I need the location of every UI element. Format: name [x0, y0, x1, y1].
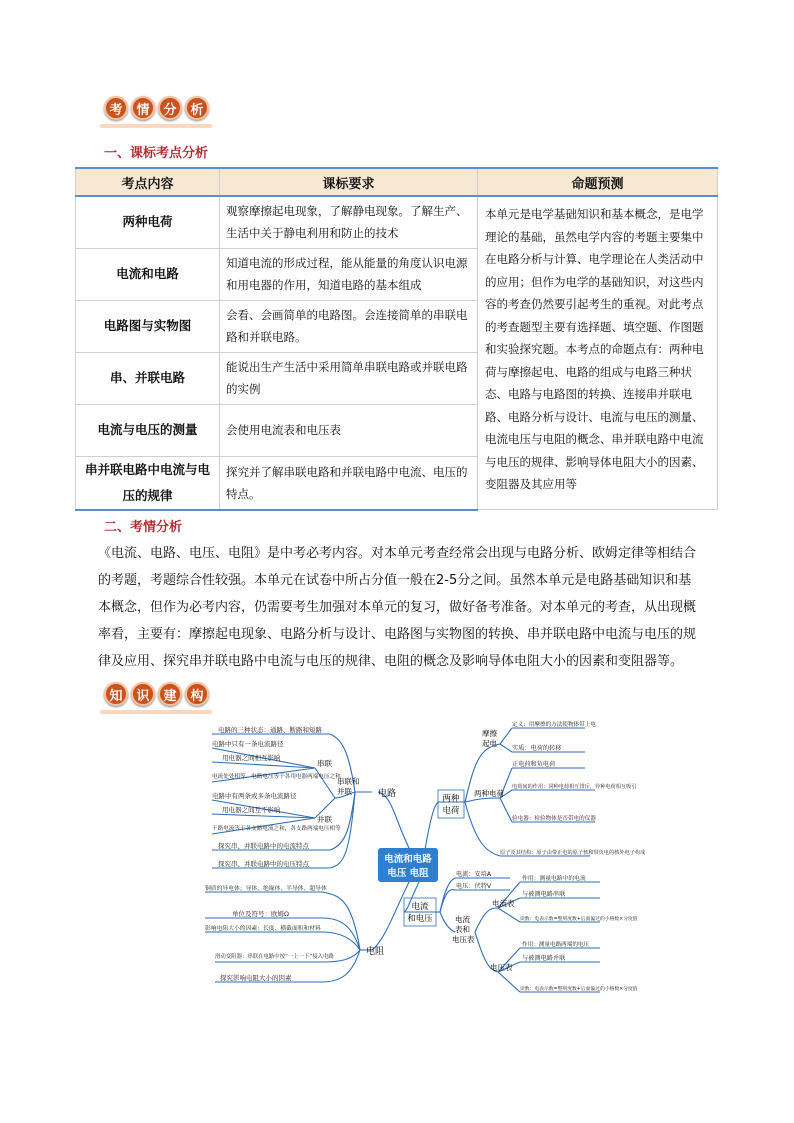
mindmap-leaf: 电压：伏特V [456, 883, 492, 890]
mindmap-leaf: 与被测电路串联 [522, 891, 566, 898]
mindmap-leaf: 电流：安培A [456, 871, 492, 878]
mindmap-node-friction-2: 起电 [482, 739, 497, 748]
table-topic: 串并联电路中电流与电压的规律 [76, 456, 220, 510]
mindmap-leaf: 铜质的导电体；导体、绝缘体、半导体、超导体 [205, 886, 327, 892]
mindmap-node-meters-3: 电压表 [452, 935, 475, 944]
mindmap-leaf: 探究串、并联电路中的电流特点 [218, 842, 309, 850]
mindmap-leaf: 用电器之间互不影响 [222, 806, 281, 814]
mindmap-center-line2: 电压 电阻 [387, 868, 429, 879]
table-topic: 电路图与实物图 [76, 300, 220, 352]
badge-char: 分 [158, 96, 182, 120]
mindmap-node-resistance: 电阻 [366, 947, 385, 957]
badge-char: 建 [158, 682, 182, 706]
mindmap-node-series: 串联 [317, 759, 332, 768]
table-requirement: 会使用电流表和电压表 [220, 404, 478, 456]
mindmap-node-cv-2: 和电压 [407, 914, 433, 924]
mindmap-node-ammeter: 电流表 [492, 899, 515, 908]
table-topic: 串、并联电路 [76, 352, 220, 404]
table-header: 考点内容 [76, 168, 220, 196]
mindmap-node-charges-1: 两种 [442, 794, 460, 804]
mindmap-node-charges-2: 电荷 [442, 806, 460, 816]
badge-char: 构 [185, 682, 209, 706]
mindmap-leaf: 探究影响电阻大小的因素 [220, 974, 292, 982]
mindmap-leaf: 读数：电表示数=整刻度数+后面偏过的小格数×分度值 [520, 987, 638, 992]
mindmap-leaf: 电荷间的作用：同种电荷相互排斥，异种电荷相互吸引 [512, 784, 637, 790]
table-requirement: 能说出生产生活中采用简单串联电路或并联电路的实例 [220, 352, 478, 404]
table-topic: 电流和电路 [76, 248, 220, 300]
mindmap-node-voltmeter: 电压表 [490, 963, 513, 972]
mindmap-leaf: 电流处处相等、电路电压等于各用电器两端电压之和 [212, 774, 341, 780]
mindmap-node-meters-2: 表和 [455, 925, 470, 934]
badge-char: 考 [104, 96, 128, 120]
mindmap-leaf: 正电荷和负电荷 [512, 761, 556, 768]
badge-char: 情 [131, 96, 155, 120]
table-topic: 两种电荷 [76, 196, 220, 248]
table-prediction: 本单元是电学基础知识和基本概念，是电学理论的基础，虽然电学内容的考题主要集中在电路分析与计算、电学理论在人类活动中的应用；但作为电学的基础知识，对这些内容的考查仍然要引起考生的重视。对此考点的考查题型主要有选择题、填空题、作图题和实验探究题。本考点的命题点有：两种电荷与摩擦起电、电路的组成与电路三种状态、电路与电路图的转换、连接串并联电路、电路分析与设计、电流与电压的测量、电流电压与电阻的概念、串并联电路中电流与电压的规律、影响导体电阻大小的因素、变阻器及其应用等 [478, 196, 718, 510]
section-title-exam-analysis: 二、考情分析 [104, 520, 183, 535]
table-requirement: 观察摩擦起电现象，了解静电现象。了解生产、生活中关于静电利用和防止的技术 [220, 196, 478, 248]
table-topic: 电流与电压的测量 [76, 404, 220, 456]
mindmap-node-two-kinds: 两种电荷 [474, 789, 504, 798]
badge-char: 知 [104, 682, 128, 706]
badge-char: 识 [131, 682, 155, 706]
mindmap-node-sp-1: 串联和 [337, 777, 360, 786]
mindmap-leaf: 实质：电荷的转移 [512, 745, 562, 752]
section-badge-analysis [104, 96, 209, 124]
mindmap-node-parallel: 并联 [317, 815, 332, 824]
mindmap-leaf: 影响电阻大小的因素：长度、横截面积和材料 [205, 926, 321, 932]
mindmap-leaf: 与被测电路并联 [522, 955, 566, 962]
mindmap-leaf: 滑动变阻器：串联在电路中按“一上一下”接入电路 [215, 954, 334, 960]
table-header: 命题预测 [478, 168, 718, 196]
mindmap-leaf: 电路中只有一条电流路径 [212, 740, 284, 748]
mindmap-node-meters-1: 电流 [455, 915, 470, 924]
mindmap-leaf: 作用：测量电路中的电流 [522, 876, 586, 882]
table-header: 课标要求 [220, 168, 478, 196]
mindmap-leaf: 读数：电表示数=整刻度数+后面偏过的小格数×分度值 [520, 917, 638, 922]
mindmap-node-friction-1: 摩擦 [482, 729, 497, 738]
table-requirement: 会看、会画简单的电路图。会连接简单的串联电路和并联电路。 [220, 300, 478, 352]
mindmap-leaf: 作用：测量电路两端的电压 [522, 942, 590, 948]
mindmap-leaf: 干路电流等于各支路电流之和，各支路两端电压相等 [212, 826, 341, 832]
badge-char: 析 [185, 96, 209, 120]
mindmap-node-circuit: 电路 [378, 789, 397, 799]
mindmap-leaf: 用电器之间相互影响 [222, 754, 281, 762]
mindmap-node-cv-1: 电流 [411, 902, 429, 912]
mindmap-leaf: 验电器：检验物体是否带电的仪器 [512, 816, 596, 822]
mindmap-leaf: 探究串、并联电路中的电压特点 [218, 860, 309, 868]
knowledge-mindmap [0, 700, 794, 1010]
badge-underline [100, 124, 212, 128]
mindmap-node-sp-2: 并联 [337, 787, 352, 796]
mindmap-leaf: 单位及符号：欧姆Ω [232, 910, 289, 918]
mindmap-leaf: 原子及其结构：原子由带正电的原子核和带负电的核外电子构成 [500, 850, 646, 856]
section-title-standards: 一、课标考点分析 [104, 146, 209, 161]
standards-table [75, 167, 718, 511]
exam-analysis-paragraph: 《电流、电路、电压、电阻》是中考必考内容。对本单元考查经常会出现与电路分析、欧姆定律等相结合的考题，考题综合性较强。本单元在试卷中所占分值一般在2-5分之间。虽然本单元是电路基础知识和基本概念，但作为必考内容，仍需要考生加强对本单元的复习，做好备考准备。对本单元的考查，从出现概率看，主要有：摩擦起电现象、电路分析与设计、电路图与实物图的转换、串并联电路中电流与电压的规律及应用、探究串并联电路中电流与电压的规律、电阻的概念及影响导体电阻大小的因素和变阻器等。 [98, 546, 697, 669]
table-requirement: 知道电流的形成过程，能从能量的角度认识电源和用电器的作用，知道电路的基本组成 [220, 248, 478, 300]
mindmap-leaf: 定义：用摩擦的方法使物体带上电 [512, 722, 596, 728]
mindmap-center-line1: 电流和电路 [384, 854, 432, 865]
mindmap-leaf: 电路中有两条或多条电流路径 [212, 792, 297, 800]
table-requirement: 探究并了解串联电路和并联电路中电流、电压的特点。 [220, 456, 478, 510]
mindmap-leaf: 电路的三种状态：通路、断路和短路 [218, 726, 322, 734]
